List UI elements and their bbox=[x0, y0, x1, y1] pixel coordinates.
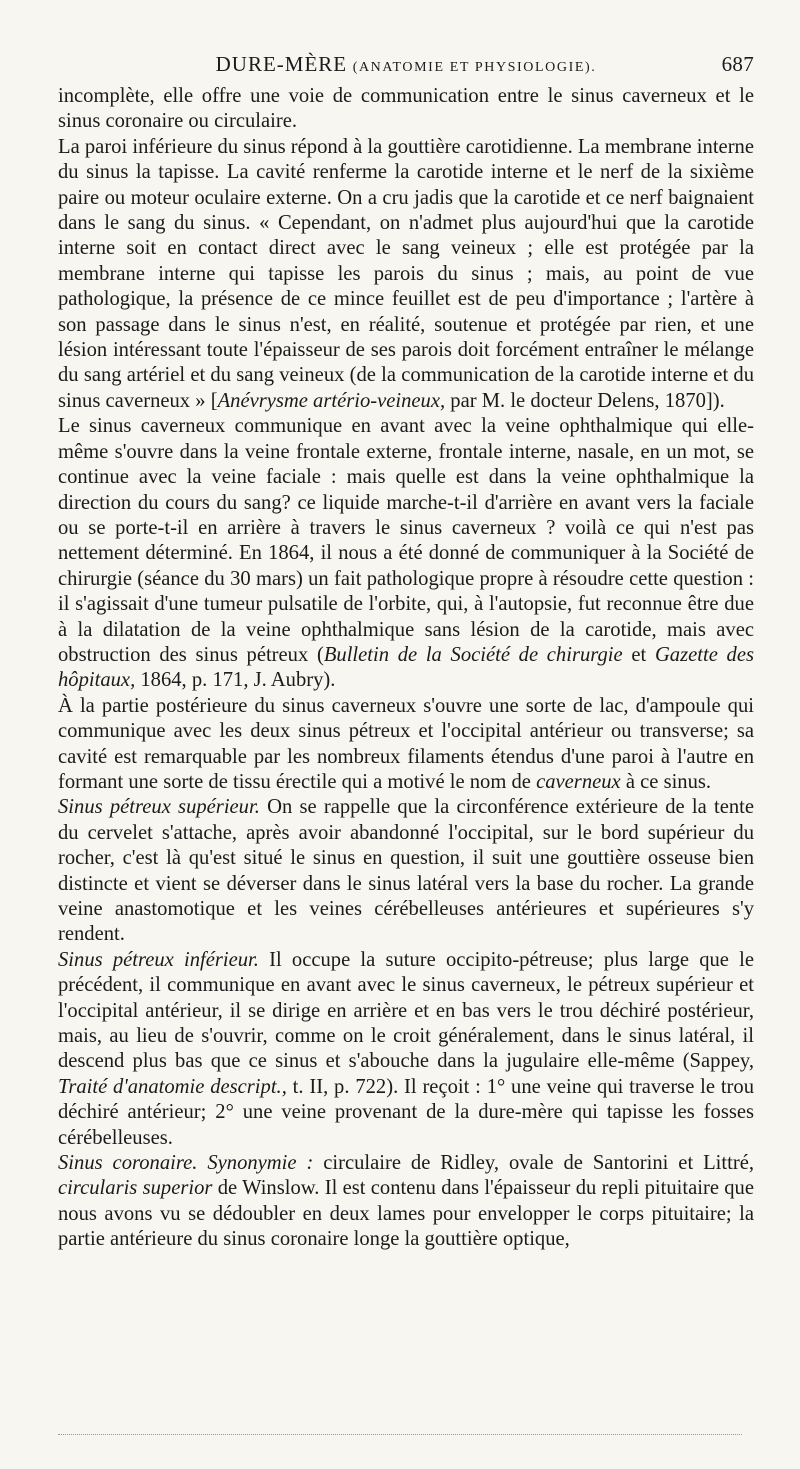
paragraph-7-heading: Sinus coronaire. Synonymie : bbox=[58, 1152, 314, 1175]
paragraph-3-citation-gazette: Gazette des hôpitaux, bbox=[58, 643, 754, 692]
paragraph-3-text-a: Le sinus caverneux communique en avant avec la veine ophthalmique qui elle-même s'ouvre dans la veine frontale externe, frontale interne, nasale, en un mot, se continue avec la veine faciale : mais quelle est dans la veine ophthalmique la direction du cours du sang? ce liquide marche-t-il d'arrière en avant vers la faciale ou se porte-t-il en arrière à travers le sinus caverneux ? voilà ce qui n'est pas nettement déterminé. En 1864, il nous a été donné de communiquer à la Société de chirurgie (séance du 30 mars) un fait pathologique propre à résoudre cette question : il s'agissait d'une tumeur pulsatile de l'orbite, qui, à l'autopsie, fut reconnue être due à la dilatation de la veine ophthalmique sans lésion de la carotide, mais avec obstruction des sinus pétreux ( bbox=[58, 415, 754, 666]
paragraph-3-text-c: 1864, p. 171, J. Aubry). bbox=[135, 669, 336, 692]
paragraph-5 bbox=[58, 795, 754, 947]
running-header bbox=[58, 48, 754, 84]
paragraph-3 bbox=[58, 414, 754, 693]
paragraph-6-heading: Sinus pétreux inférieur. bbox=[58, 948, 259, 971]
paragraph-1-text: incomplète, elle offre une voie de communication entre le sinus caverneux et le sinus coronaire ou circulaire. bbox=[58, 85, 754, 133]
running-title-subtitle: (ANATOMIE ET PHYSIOLOGIE). bbox=[352, 60, 597, 75]
paragraph-4 bbox=[58, 694, 754, 796]
paragraph-6-text-a: Il occupe la suture occipito-pétreuse; plus large que le précédent, il communique en avant avec le sinus caverneux, le pétreux supérieur et l'occipital antérieur, il se dirige en arrière et en bas vers le trou déchiré postérieur, mais, au lieu de s'ouvrir, comme on le croit généralement, dans le sinus latéral, il descend plus bas que ce sinus et s'abouche dans la jugulaire elle-même (Sappey, bbox=[58, 948, 755, 1073]
paragraph-7-text-a: circulaire de Ridley, ovale de Santorini et Littré, bbox=[313, 1152, 754, 1175]
paragraph-4-text-b: à ce sinus. bbox=[620, 770, 712, 793]
paragraph-2-text-b: par M. le docteur Delens, 1870]). bbox=[445, 389, 725, 412]
paragraph-6-text-b: t. II, p. 722). Il reçoit : 1° une veine qui traverse le trou déchiré antérieur; 2° une veine provenant de la dure-mère qui tapisse les fosses cérébelleuses. bbox=[58, 1075, 755, 1149]
paragraph-4-term: caverneux bbox=[536, 770, 621, 793]
bottom-dotted-rule bbox=[58, 1434, 742, 1435]
paragraph-7 bbox=[58, 1151, 754, 1253]
paragraph-2-citation-title: Anévrysme artério-veineux, bbox=[217, 389, 446, 412]
paragraph-7-latin-term: circularis superior bbox=[58, 1177, 213, 1200]
paragraph-4-text-a: À la partie postérieure du sinus caverneux s'ouvre une sorte de lac, d'ampoule qui communique avec les deux sinus pétreux et l'occipital antérieur ou transverse; sa cavité est remarquable par les nombreux filaments étendus d'une paroi à l'autre en formant une sorte de tissu érectile qui a motivé le nom de bbox=[58, 694, 754, 793]
paragraph-5-heading: Sinus pétreux supérieur. bbox=[58, 796, 260, 819]
page-number: 687 bbox=[721, 52, 754, 76]
paragraph-7-text-b: de Winslow. Il est contenu dans l'épaisseur du repli pituitaire que nous avons vu se dédoubler en deux lames pour envelopper le corps pituitaire; la partie antérieure du sinus coronaire longe la gouttière optique, bbox=[58, 1177, 754, 1251]
paragraph-3-text-b: et bbox=[622, 643, 655, 666]
running-title bbox=[58, 52, 754, 77]
paragraph-1 bbox=[58, 84, 754, 135]
paragraph-6-citation: Traité d'anatomie descript., bbox=[58, 1075, 287, 1098]
body-text bbox=[58, 84, 754, 1253]
paragraph-2 bbox=[58, 135, 754, 414]
paragraph-5-text: On se rappelle que la circonférence extérieure de la tente du cervelet s'attache, après avoir abandonné l'occipital, sur le bord supérieur du rocher, c'est là qu'est situé le sinus en question, il suit une gouttière osseuse bien distincte et vient se déverser dans le sinus latéral vers la base du rocher. La grande veine anastomotique et les veines cérébelleuses antérieures et supérieures s'y rendent. bbox=[58, 796, 755, 946]
paragraph-6 bbox=[58, 948, 754, 1151]
paragraph-3-citation-bulletin: Bulletin de la Société de chirurgie bbox=[323, 643, 623, 666]
paragraph-2-text-a: La paroi inférieure du sinus répond à la gouttière carotidienne. La membrane interne du sinus la tapisse. La cavité renferme la carotide interne et le nerf de la sixième paire ou moteur oculaire externe. On a cru jadis que la carotide et ce nerf baignaient dans le sang du sinus. « Cependant, on n'admet plus aujourd'hui que la carotide interne soit en contact direct avec le sang veineux ; elle est protégée par la membrane interne qui tapisse les parois du sinus ; mais, au point de vue pathologique, la présence de ce mince feuillet est de peu d'importance ; l'artère à son passage dans le sinus n'est, en réalité, soutenue et protégée par rien, et une lésion intéressant toute l'épaisseur de ses parois doit forcément entraîner le mélange du sang artériel et du sang veineux (de la communication de la carotide interne et du sinus caverneux » [ bbox=[58, 135, 754, 412]
running-title-main: DURE-MÈRE bbox=[215, 52, 348, 76]
